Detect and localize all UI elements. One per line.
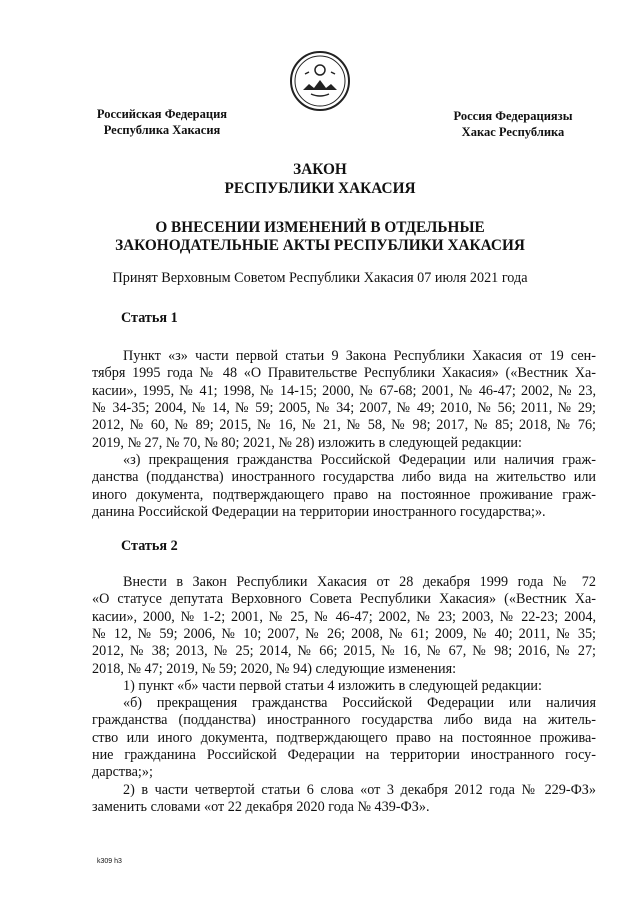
article-2-paragraph-3 bbox=[92, 695, 596, 782]
text-line: касии», 1995, № 41; 1998, № 14-15; 2000, № 67-68; 2001, № 46-47; 2002, № 23, bbox=[92, 382, 596, 399]
text-line: № 12, № 59; 2006, № 10; 2007, № 26; 2008, № 61; 2009, № 40; 2011, № 35; bbox=[92, 626, 596, 643]
header-right-line-2: Хакас Республика bbox=[461, 125, 565, 139]
text-line: гражданства (подданства) иностранного государства либо вида на житель- bbox=[92, 712, 596, 729]
text-line: ство или иного документа, подтверждающего право на постоянное прожива- bbox=[92, 729, 596, 746]
text-line: дарства;»; bbox=[92, 764, 153, 781]
article-2-heading: Статья 2 bbox=[121, 538, 178, 554]
law-title: ЗАКОН bbox=[293, 161, 347, 178]
law-subtitle-line-1: О ВНЕСЕНИИ ИЗМЕНЕНИЙ В ОТДЕЛЬНЫЕ bbox=[155, 219, 485, 236]
article-1-heading: Статья 1 bbox=[121, 310, 178, 326]
article-2-paragraph-1 bbox=[92, 574, 596, 678]
article-1-paragraph-2 bbox=[92, 452, 596, 521]
text-line: № 34-35; 2004, № 14, № 59; 2005, № 34; 2007, № 49; 2010, № 56; 2011, № 29; bbox=[92, 400, 596, 417]
text-line: 2) в части четвертой статьи 6 слова «от 3 декабря 2012 года № 229-ФЗ» bbox=[123, 782, 596, 798]
article-1-paragraph-1 bbox=[92, 348, 596, 452]
text-line: Пункт «з» части первой статьи 9 Закона Республики Хакасия от 19 сен- bbox=[123, 348, 596, 364]
header-left bbox=[82, 106, 242, 138]
text-line: иного документа, подтверждающего право на постоянное проживание граж- bbox=[92, 486, 596, 503]
text-line: заменить словами «от 22 декабря 2020 года № 439-ФЗ». bbox=[92, 799, 430, 816]
article-2-paragraph-4 bbox=[92, 782, 596, 817]
article-2-paragraph-2 bbox=[92, 678, 596, 695]
text-line: Внести в Закон Республики Хакасия от 28 декабря 1999 года № 72 bbox=[123, 574, 596, 590]
text-line: 1) пункт «б» части первой статьи 4 изложить в следующей редакции: bbox=[123, 678, 542, 694]
header-left-line-2: Республика Хакасия bbox=[103, 123, 221, 137]
text-line: «О статусе депутата Верховного Совета Республики Хакасия» («Вестник Ха- bbox=[92, 591, 596, 608]
text-line: тября 1995 года № 48 «О Правительстве Республики Хакасия» («Вестник Ха- bbox=[92, 365, 596, 382]
text-line: 2018, № 47; 2019, № 59; 2020, № 94) следующие изменения: bbox=[92, 660, 457, 677]
document-code: k309 h3 bbox=[97, 858, 122, 865]
law-title-region: РЕСПУБЛИКИ ХАКАСИЯ bbox=[224, 180, 416, 197]
text-line: «з) прекращения гражданства Российской Федерации или наличия граж- bbox=[123, 452, 596, 468]
law-subtitle-line-2: ЗАКОНОДАТЕЛЬНЫЕ АКТЫ РЕСПУБЛИКИ ХАКАСИЯ bbox=[115, 237, 525, 254]
text-line: 2012, № 38; 2013, № 25; 2014, № 66; 2015, № 16, № 67, № 98; 2016, № 27; bbox=[92, 643, 596, 660]
text-line: данства (подданства) иностранного государства либо вида на жительство или bbox=[92, 469, 596, 486]
text-line: 2012, № 60, № 89; 2015, № 16, № 21, № 58, № 98; 2017, № 85; 2018, № 76; bbox=[92, 417, 596, 434]
text-line: 2019, № 27, № 70, № 80; 2021, № 28) изложить в следующей редакции: bbox=[92, 434, 522, 451]
text-line: «б) прекращения гражданства Российской Федерации или наличия bbox=[123, 695, 596, 711]
text-line: ние гражданина Российской Федерации на территории иностранного госу- bbox=[92, 747, 596, 764]
header-left-line-1: Российская Федерация bbox=[96, 107, 228, 121]
text-line: данина Российской Федерации на территории иностранного государства;». bbox=[92, 504, 546, 521]
coat-of-arms-emblem bbox=[289, 50, 351, 112]
adoption-note: Принят Верховным Советом Республики Хакасия 07 июля 2021 года bbox=[112, 270, 528, 286]
header-right-line-1: Россия Федерациязы bbox=[453, 109, 573, 123]
text-line: касии», 2000, № 1-2; 2001, № 25, № 46-47; 2002, № 23; 2003, № 22-23; 2004, bbox=[92, 608, 596, 625]
header-right bbox=[438, 108, 588, 140]
